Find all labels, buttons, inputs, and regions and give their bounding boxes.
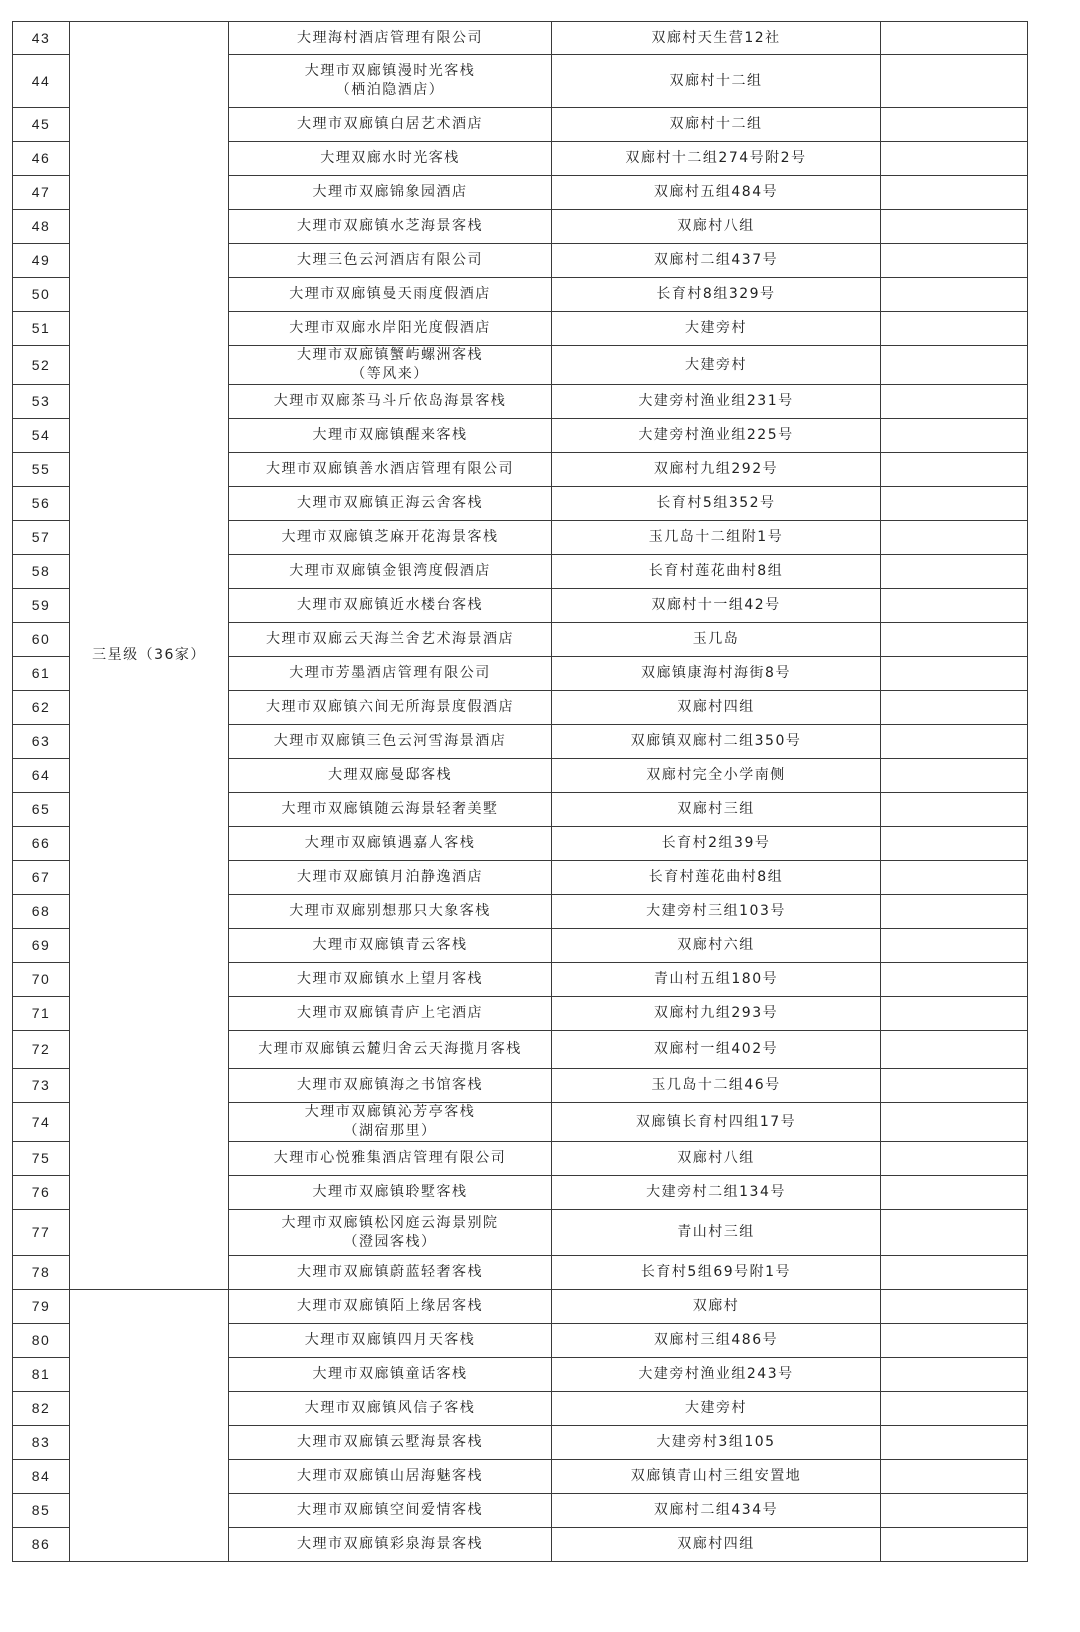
- remarks-cell: [881, 1324, 1028, 1358]
- hotel-address: 双廊村四组: [552, 1528, 881, 1562]
- hotel-name: 大理市双廊镇芝麻开花海景客栈: [281, 529, 499, 545]
- remarks-cell: [881, 929, 1028, 963]
- hotel-name-cell: [229, 1103, 552, 1142]
- hotel-name-cell: [229, 1358, 552, 1392]
- hotel-name-cell: [229, 725, 552, 759]
- hotel-name-cell: [229, 997, 552, 1031]
- remarks-cell: [881, 1392, 1028, 1426]
- hotel-address: 双廊村五组484号: [552, 176, 881, 210]
- row-number: 51: [13, 312, 70, 346]
- remarks-cell: [881, 1460, 1028, 1494]
- row-number: 79: [13, 1290, 70, 1324]
- row-number: 55: [13, 453, 70, 487]
- hotel-address: 大建旁村: [552, 346, 881, 385]
- hotel-address: 双廊村九组293号: [552, 997, 881, 1031]
- row-number: 63: [13, 725, 70, 759]
- hotel-name: 大理市双廊镇随云海景轻奢美墅: [281, 801, 499, 817]
- hotel-name: 大理市双廊镇青云客栈: [312, 937, 468, 953]
- hotel-name-cell: [229, 1256, 552, 1290]
- row-number: 69: [13, 929, 70, 963]
- hotel-address: 玉几岛: [552, 623, 881, 657]
- row-number: 62: [13, 691, 70, 725]
- hotel-alias: （栖泊隐酒店）: [335, 82, 445, 98]
- hotel-name-cell: [229, 176, 552, 210]
- remarks-cell: [881, 1290, 1028, 1324]
- hotel-name-cell: [229, 1176, 552, 1210]
- hotel-name: 大理市双廊镇陌上缘居客栈: [297, 1298, 483, 1314]
- hotel-name: 大理市双廊镇善水酒店管理有限公司: [266, 461, 514, 477]
- hotel-name-cell: [229, 521, 552, 555]
- hotel-address: 青山村三组: [552, 1210, 881, 1256]
- row-number: 80: [13, 1324, 70, 1358]
- hotel-name: 大理市双廊镇水上望月客栈: [297, 971, 483, 987]
- hotel-name: 大理市双廊镇正海云舍客栈: [297, 495, 483, 511]
- hotel-name-cell: [229, 1324, 552, 1358]
- hotel-name: 大理市双廊镇水芝海景客栈: [297, 218, 483, 234]
- remarks-cell: [881, 691, 1028, 725]
- hotel-name: 大理市双廊镇风信子客栈: [304, 1400, 476, 1416]
- hotel-name: 大理市双廊水岸阳光度假酒店: [289, 320, 491, 336]
- row-number: 85: [13, 1494, 70, 1528]
- hotel-address: 双廊村九组292号: [552, 453, 881, 487]
- remarks-cell: [881, 895, 1028, 929]
- hotel-name-cell: [229, 827, 552, 861]
- remarks-cell: [881, 1494, 1028, 1528]
- row-number: 67: [13, 861, 70, 895]
- hotel-name-cell: [229, 1392, 552, 1426]
- hotel-name: 大理市双廊镇海之书馆客栈: [297, 1077, 483, 1093]
- hotel-name: 大理市双廊镇山居海魅客栈: [297, 1468, 483, 1484]
- remarks-cell: [881, 827, 1028, 861]
- hotel-address: 双廊镇双廊村二组350号: [552, 725, 881, 759]
- hotel-name: 大理市双廊镇漫时光客栈: [304, 63, 476, 79]
- row-number: 56: [13, 487, 70, 521]
- remarks-cell: [881, 1256, 1028, 1290]
- hotel-name: 大理市双廊镇聆墅客栈: [312, 1184, 468, 1200]
- hotel-name: 大理双廊水时光客栈: [320, 150, 460, 166]
- hotel-name-cell: [229, 623, 552, 657]
- hotel-name: 大理三色云河酒店有限公司: [297, 252, 483, 268]
- hotel-address: 双廊村三组486号: [552, 1324, 881, 1358]
- row-number: 86: [13, 1528, 70, 1562]
- hotel-name: 大理市双廊镇四月天客栈: [304, 1332, 476, 1348]
- row-number: 65: [13, 793, 70, 827]
- remarks-cell: [881, 657, 1028, 691]
- hotel-name-cell: [229, 55, 552, 108]
- row-number: 44: [13, 55, 70, 108]
- hotel-address: 大建旁村渔业组243号: [552, 1358, 881, 1392]
- hotel-list-table: [12, 21, 1028, 1562]
- row-number: 74: [13, 1103, 70, 1142]
- table-row: [13, 1290, 1028, 1324]
- hotel-address: 双廊村十二组: [552, 55, 881, 108]
- table-row: [13, 22, 1028, 55]
- row-number: 75: [13, 1142, 70, 1176]
- row-number: 46: [13, 142, 70, 176]
- hotel-name: 大理市双廊茶马斗斤依岛海景客栈: [273, 393, 507, 409]
- hotel-alias: （等风来）: [351, 366, 429, 382]
- remarks-cell: [881, 487, 1028, 521]
- hotel-name: 大理市双廊镇白居艺术酒店: [297, 116, 483, 132]
- hotel-address: 大建旁村: [552, 312, 881, 346]
- hotel-address: 长育村莲花曲村8组: [552, 555, 881, 589]
- row-number: 54: [13, 419, 70, 453]
- row-number: 81: [13, 1358, 70, 1392]
- row-number: 57: [13, 521, 70, 555]
- row-number: 82: [13, 1392, 70, 1426]
- hotel-name-cell: [229, 1460, 552, 1494]
- hotel-name-cell: [229, 453, 552, 487]
- remarks-cell: [881, 346, 1028, 385]
- row-number: 72: [13, 1031, 70, 1069]
- hotel-address: 大建旁村三组103号: [552, 895, 881, 929]
- row-number: 66: [13, 827, 70, 861]
- remarks-cell: [881, 419, 1028, 453]
- row-number: 71: [13, 997, 70, 1031]
- hotel-name-cell: [229, 895, 552, 929]
- hotel-name-cell: [229, 22, 552, 55]
- remarks-cell: [881, 861, 1028, 895]
- row-number: 49: [13, 244, 70, 278]
- row-number: 76: [13, 1176, 70, 1210]
- hotel-name-cell: [229, 142, 552, 176]
- row-number: 73: [13, 1069, 70, 1103]
- hotel-address: 玉几岛十二组附1号: [552, 521, 881, 555]
- hotel-name: 大理市双廊镇云墅海景客栈: [297, 1434, 483, 1450]
- row-number: 64: [13, 759, 70, 793]
- remarks-cell: [881, 55, 1028, 108]
- hotel-name-cell: [229, 108, 552, 142]
- hotel-name-cell: [229, 1426, 552, 1460]
- hotel-address: 双廊村八组: [552, 210, 881, 244]
- row-number: 50: [13, 278, 70, 312]
- remarks-cell: [881, 623, 1028, 657]
- hotel-address: 双廊村三组: [552, 793, 881, 827]
- row-number: 60: [13, 623, 70, 657]
- hotel-name: 大理双廊曼邸客栈: [328, 767, 452, 783]
- row-number: 48: [13, 210, 70, 244]
- hotel-address: 长育村5组69号附1号: [552, 1256, 881, 1290]
- hotel-name: 大理市双廊镇松冈庭云海景别院: [281, 1214, 499, 1231]
- hotel-name-cell: [229, 385, 552, 419]
- remarks-cell: [881, 312, 1028, 346]
- hotel-address: 双廊村天生营12社: [552, 22, 881, 55]
- row-number: 53: [13, 385, 70, 419]
- hotel-name: 大理市双廊镇空间爱情客栈: [297, 1502, 483, 1518]
- hotel-address: 长育村5组352号: [552, 487, 881, 521]
- hotel-address: 双廊村十二组: [552, 108, 881, 142]
- hotel-address: 长育村8组329号: [552, 278, 881, 312]
- hotel-name-cell: [229, 589, 552, 623]
- hotel-name-cell: [229, 419, 552, 453]
- remarks-cell: [881, 1426, 1028, 1460]
- hotel-name: 大理市双廊镇曼天雨度假酒店: [289, 286, 491, 302]
- row-number: 83: [13, 1426, 70, 1460]
- hotel-alias: （湖宿那里）: [343, 1123, 437, 1139]
- hotel-address: 双廊村十二组274号附2号: [552, 142, 881, 176]
- table-body: [13, 22, 1028, 1562]
- hotel-name: 大理市双廊镇云麓归舍云天海揽月客栈: [258, 1041, 522, 1057]
- remarks-cell: [881, 555, 1028, 589]
- remarks-cell: [881, 108, 1028, 142]
- hotel-name-cell: [229, 487, 552, 521]
- remarks-cell: [881, 1031, 1028, 1069]
- hotel-name: 大理市双廊镇彩泉海景客栈: [297, 1536, 483, 1552]
- remarks-cell: [881, 1069, 1028, 1103]
- remarks-cell: [881, 521, 1028, 555]
- hotel-address: 玉几岛十二组46号: [552, 1069, 881, 1103]
- hotel-name-cell: [229, 1528, 552, 1562]
- hotel-name: 大理市双廊镇近水楼台客栈: [297, 597, 483, 613]
- hotel-name-cell: [229, 1494, 552, 1528]
- hotel-address: 双廊村六组: [552, 929, 881, 963]
- hotel-name: 大理市双廊镇醒来客栈: [312, 427, 468, 443]
- hotel-name: 大理市双廊镇月泊静逸酒店: [297, 869, 483, 885]
- hotel-name-cell: [229, 1069, 552, 1103]
- hotel-name-cell: [229, 691, 552, 725]
- remarks-cell: [881, 142, 1028, 176]
- hotel-address: 双廊村完全小学南侧: [552, 759, 881, 793]
- hotel-name: 大理市双廊镇沁芳亭客栈: [304, 1104, 476, 1120]
- row-number: 78: [13, 1256, 70, 1290]
- hotel-name: 大理市双廊云天海兰舍艺术海景酒店: [266, 631, 514, 647]
- hotel-name: 大理市双廊镇青庐上宅酒店: [297, 1005, 483, 1021]
- hotel-address: 大建旁村: [552, 1392, 881, 1426]
- hotel-name: 大理市双廊镇蟹屿螺洲客栈: [297, 347, 483, 363]
- remarks-cell: [881, 1176, 1028, 1210]
- remarks-cell: [881, 278, 1028, 312]
- hotel-address: 长育村莲花曲村8组: [552, 861, 881, 895]
- remarks-cell: [881, 997, 1028, 1031]
- hotel-name-cell: [229, 861, 552, 895]
- remarks-cell: [881, 176, 1028, 210]
- hotel-name: 大理海村酒店管理有限公司: [297, 29, 483, 46]
- hotel-name-cell: [229, 244, 552, 278]
- hotel-address: 大建旁村3组105: [552, 1426, 881, 1460]
- remarks-cell: [881, 589, 1028, 623]
- hotel-address: 双廊村八组: [552, 1142, 881, 1176]
- remarks-cell: [881, 385, 1028, 419]
- remarks-cell: [881, 1358, 1028, 1392]
- hotel-address: 双廊镇长育村四组17号: [552, 1103, 881, 1142]
- remarks-cell: [881, 1528, 1028, 1562]
- remarks-cell: [881, 1210, 1028, 1256]
- hotel-address: 大建旁村二组134号: [552, 1176, 881, 1210]
- hotel-alias: （澄园客栈）: [343, 1233, 437, 1250]
- remarks-cell: [881, 1142, 1028, 1176]
- remarks-cell: [881, 725, 1028, 759]
- row-number: 59: [13, 589, 70, 623]
- hotel-address: 双廊村四组: [552, 691, 881, 725]
- hotel-name: 大理市心悦雅集酒店管理有限公司: [273, 1150, 507, 1166]
- hotel-name: 大理市双廊镇金银湾度假酒店: [289, 563, 491, 579]
- hotel-address: 双廊镇青山村三组安置地: [552, 1460, 881, 1494]
- hotel-name-cell: [229, 312, 552, 346]
- hotel-name: 大理市芳墨酒店管理有限公司: [289, 665, 491, 681]
- hotel-name-cell: [229, 1290, 552, 1324]
- hotel-name: 大理市双廊镇童话客栈: [312, 1366, 468, 1382]
- hotel-address: 大建旁村渔业组225号: [552, 419, 881, 453]
- hotel-name-cell: [229, 346, 552, 385]
- hotel-name: 大理市双廊锦象园酒店: [312, 184, 468, 200]
- remarks-cell: [881, 22, 1028, 55]
- star-category-cell: 三星级（36家）: [70, 22, 229, 1290]
- hotel-name-cell: [229, 929, 552, 963]
- remarks-cell: [881, 759, 1028, 793]
- remarks-cell: [881, 963, 1028, 997]
- hotel-address: 青山村五组180号: [552, 963, 881, 997]
- row-number: 45: [13, 108, 70, 142]
- hotel-name: 大理市双廊镇六间无所海景度假酒店: [266, 699, 514, 715]
- remarks-cell: [881, 1103, 1028, 1142]
- hotel-address: 双廊村十一组42号: [552, 589, 881, 623]
- hotel-address: 双廊村: [552, 1290, 881, 1324]
- row-number: 68: [13, 895, 70, 929]
- hotel-name-cell: [229, 759, 552, 793]
- row-number: 43: [13, 22, 70, 55]
- row-number: 61: [13, 657, 70, 691]
- row-number: 52: [13, 346, 70, 385]
- hotel-name-cell: [229, 278, 552, 312]
- category-cell-empty: [70, 1290, 229, 1562]
- hotel-address: 双廊村二组434号: [552, 1494, 881, 1528]
- hotel-name: 大理市双廊镇遇嘉人客栈: [304, 835, 476, 851]
- hotel-name-cell: [229, 1142, 552, 1176]
- hotel-name-cell: [229, 657, 552, 691]
- remarks-cell: [881, 210, 1028, 244]
- remarks-cell: [881, 244, 1028, 278]
- hotel-name-cell: [229, 210, 552, 244]
- remarks-cell: [881, 453, 1028, 487]
- hotel-address: 双廊村二组437号: [552, 244, 881, 278]
- row-number: 70: [13, 963, 70, 997]
- hotel-name-cell: [229, 555, 552, 589]
- hotel-name-cell: [229, 1210, 552, 1256]
- hotel-name: 大理市双廊镇蔚蓝轻奢客栈: [297, 1264, 483, 1280]
- hotel-address: 大建旁村渔业组231号: [552, 385, 881, 419]
- row-number: 47: [13, 176, 70, 210]
- hotel-name-cell: [229, 1031, 552, 1069]
- hotel-address: 双廊镇康海村海街8号: [552, 657, 881, 691]
- hotel-address: 双廊村一组402号: [552, 1031, 881, 1069]
- row-number: 84: [13, 1460, 70, 1494]
- row-number: 58: [13, 555, 70, 589]
- row-number: 77: [13, 1210, 70, 1256]
- hotel-name: 大理市双廊镇三色云河雪海景酒店: [273, 733, 507, 749]
- hotel-name-cell: [229, 963, 552, 997]
- hotel-name: 大理市双廊别想那只大象客栈: [289, 903, 491, 919]
- hotel-name-cell: [229, 793, 552, 827]
- remarks-cell: [881, 793, 1028, 827]
- hotel-address: 长育村2组39号: [552, 827, 881, 861]
